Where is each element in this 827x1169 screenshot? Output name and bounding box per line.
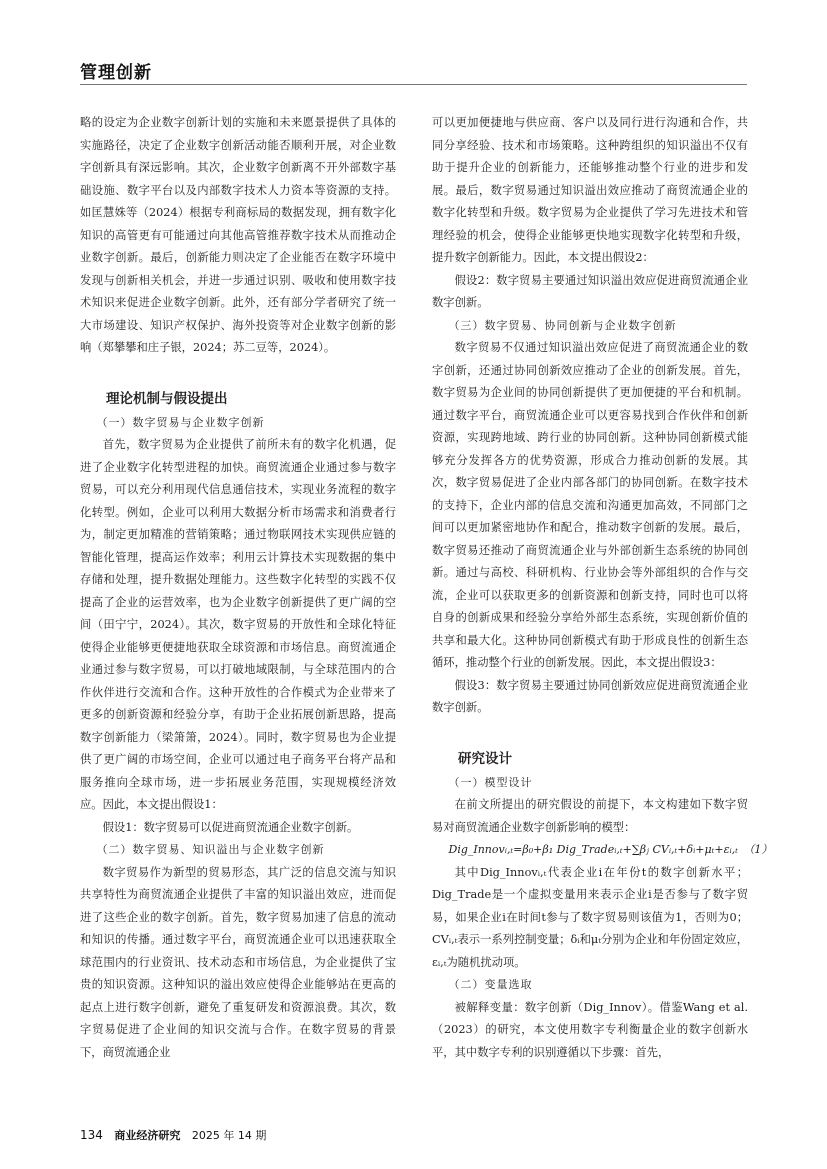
hypothesis: 假设2：数字贸易主要通过知识溢出效应促进商贸流通企业数字创新。 [432, 273, 748, 309]
hypothesis: 假设3：数字贸易主要通过协同创新效应促进商贸流通企业数字创新。 [432, 678, 748, 714]
right-column [432, 112, 773, 1064]
journal-name: 商业经济研究 [114, 1129, 181, 1142]
paragraph: 可以更加便捷地与供应商、客户以及同行进行沟通和合作，共同分享经验、技术和市场策略。这种跨组织的知识溢出不仅有助于提升企业的创新能力，还能够推动整个行业的进步和发展。最后，数字贸易通过知识溢出效应推动了商贸流通企业的数字化转型和升级。数字贸易为企业提供了学习先进技术和管理经验的机会，使得企业能够更快地实现数字化转型和升级，提升数字创新能力。因此，本文提出假设2： [432, 116, 748, 264]
paragraph: 略的设定为企业数字创新计划的实施和未来愿景提供了具体的实施路径，决定了企业数字创新活动能否顺利开展，对企业数字创新具有深远影响。其次，企业数字创新离不开外部数字基础设施、数字平台以及内部数字技术人力资本等资源的支持。如匡慧姝等（2024）根据专利商标局的数据发现，拥有数字化知识的高管更有可能通过向其他高管推荐数字技术从而推动企业数字创新。最后，创新能力则决定了企业能否在数字环境中发现与创新相关机会，并进一步通过识别、吸收和使用数字技术知识来促进企业数字创新。此外，还有部分学者研究了统一大市场建设、知识产权保护、海外投资等对企业数字创新的影响（郑攀攀和庄子银，2024；苏二豆等，2024）。 [80, 116, 396, 354]
paragraph: 被解释变量：数字创新（Dig_Innov）。借鉴Wang et al.（2023）的研究，本文使用数字专利衡量企业的数字创新水平，其中数字专利的识别遵循以下步骤：首先， [432, 1000, 748, 1059]
section-heading: 理论机制与假设提出 [106, 390, 228, 407]
subsection-heading: （一）模型设计 [448, 775, 533, 789]
section-header-title: 管理创新 [80, 63, 152, 83]
paragraph: 在前文所提出的研究假设的前提下，本文构建如下数字贸易对商贸流通企业数字创新影响的模型： [432, 798, 748, 834]
section-heading: 研究设计 [458, 750, 512, 767]
subsection-heading: （二）数字贸易、知识溢出与企业数字创新 [96, 843, 325, 856]
paragraph: 首先，数字贸易为企业提供了前所未有的数字化机遇，促进了企业数字化转型进程的加快。商贸流通企业通过参与数字贸易，可以充分利用现代信息通信技术，实现业务流程的数字化转型。例如，企业可以利用大数据分析市场需求和消费者行为，制定更加精准的营销策略；通过物联网技术实现供应链的智能化管理，提高运作效率；利用云计算技术实现数据的集中存储和处理，提升数据处理能力。这些数字化转型的实践不仅提高了企业的运营效率，也为企业数字创新提供了更广阔的空间（田宁宁，2024）。其次，数字贸易的开放性和全球化特征使得企业能够更便捷地获取全球资源和市场信息。商贸流通企业通过参与数字贸易，可以打破地域限制，与全球范围内的合作伙伴进行交流和合作。这种开放性的合作模式为企业带来了更多的创新资源和经验分享，有助于企业拓展创新思路，提高数字创新能力（梁箫箫，2024）。同时，数字贸易也为企业提供了更广阔的市场空间，企业可以通过电子商务平台将产品和服务推向全球市场，进一步拓展业务范围，实现规模经济效应。因此，本文提出假设1： [80, 438, 396, 811]
subsection-heading: （一）数字贸易与企业数字创新 [96, 415, 265, 429]
hypothesis: 假设1：数字贸易可以促进商贸流通企业数字创新。 [102, 820, 359, 834]
header-divider [80, 84, 747, 85]
paragraph: 数字贸易作为新型的贸易形态，其广泛的信息交流与知识共享特性为商贸流通企业提供了丰富的知识溢出效应，进而促进了这些企业的数字创新。首先，数字贸易加速了信息的流动和知识的传播。通过数字平台，商贸流通企业可以迅速获取全球范围内的行业资讯、技术动态和市场信息，为企业提供了宝贵的知识资源。这种知识的溢出效应使得企业能够站在更高的起点上进行数字创新，避免了重复研发和资源浪费。其次，数字贸易促进了企业间的知识交流与合作。在数字贸易的背景下，商贸流通企业 [80, 865, 396, 1059]
equation: Dig_Innovᵢ,ₜ=β₀+β₁ Dig_Tradeᵢ,ₜ+∑βⱼ CVᵢ,ₜ+δᵢ+μₜ+εᵢ,ₜ （1） [448, 843, 773, 856]
left-column [80, 112, 396, 1064]
page-footer [80, 1127, 266, 1143]
subsection-heading: （二）变量选取 [448, 978, 533, 991]
paragraph: 数字贸易不仅通过知识溢出效应促进了商贸流通企业的数字创新，还通过协同创新效应推动了企业的创新发展。首先，数字贸易为企业间的协同创新提供了更加便捷的平台和机制。通过数字平台，商贸流通企业可以更容易找到合作伙伴和创新资源，实现跨地域、跨行业的协同创新。这种协同创新模式能够充分发挥各方的优势资源，形成合力推动创新的发展。其次，数字贸易促进了企业内部各部门的协同创新。在数字技术的支持下，企业内部的信息交流和沟通更加高效，不同部门之间可以更加紧密地协作和配合，推动数字创新的发展。最后，数字贸易还推动了商贸流通企业与外部创新生态系统的协同创新。通过与高校、科研机构、行业协会等外部组织的合作与交流，企业可以获取更多的创新资源和创新支持，同时也可以将自身的创新成果和经验分享给外部生态系统，实现创新价值的共享和最大化。这种协同创新模式有助于形成良性的创新生态循环，推动整个行业的创新发展。因此，本文提出假设3： [432, 341, 748, 669]
paragraph: 其中Dig_Innovᵢ,ₜ代表企业i在年份t的数字创新水平；Dig_Trade是一个虚拟变量用来表示企业i是否参与了数字贸易，如果企业i在时间t参与了数字贸易则该值为1，否则为0；CVᵢ,ₜ表示一系列控制变量；δᵢ和μₜ分别为企业和年份固定效应，εᵢ,ₜ为随机扰动项。 [432, 865, 748, 969]
page-number: 134 [80, 1128, 103, 1142]
subsection-heading: （三）数字贸易、协同创新与企业数字创新 [448, 318, 677, 332]
issue-label: 2025 年 14 期 [191, 1129, 267, 1142]
